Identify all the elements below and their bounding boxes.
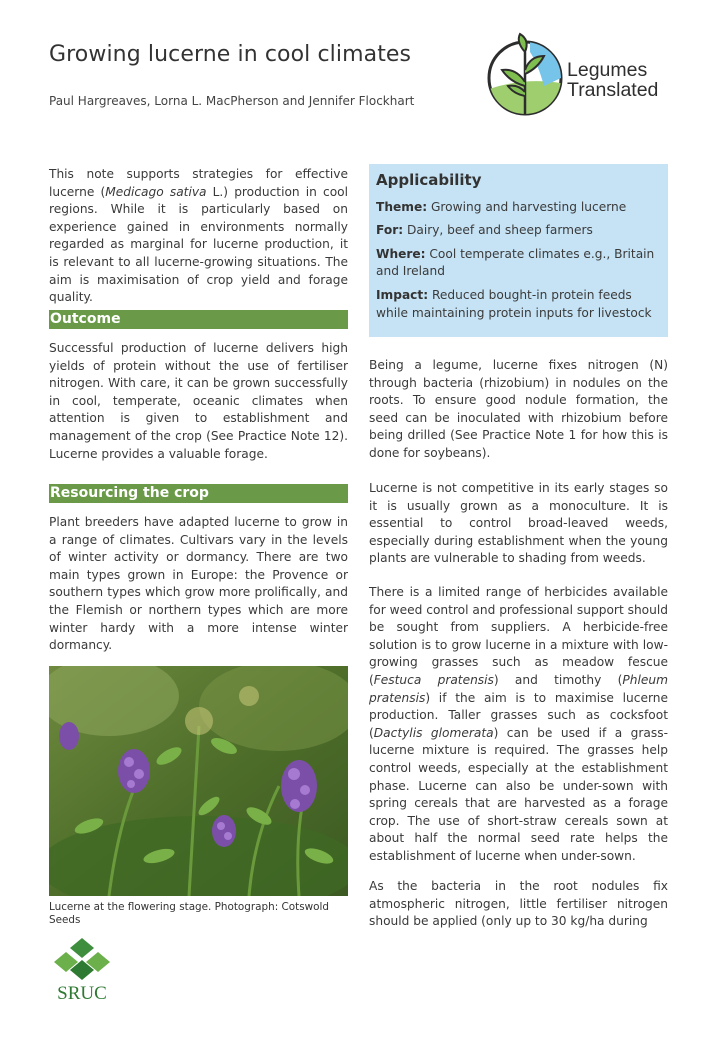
applicability-impact: Impact: Reduced bought-in protein feeds while maintaining protein inputs for livestock: [376, 287, 652, 320]
right-paragraph-2: Lucerne is not competitive in its early stages so it is usually grown as a monoculture. It is essential to control broad-leaved weeds, especially during establishment when the young plants are vulnerable to shading from weeds.: [369, 481, 668, 566]
intro-paragraph: This note supports strategies for effective lucerne (Medicago sativa L.) production in cool regions. While it is particularly based on experience gained in environments normally regarded as marginal for lucerne production, it is relevant to all lucerne-growing situations. The aim is maximisation of crop yield and forage quality.: [49, 167, 348, 305]
applicability-where: Where: Cool temperate climates e.g., Britain and Ireland: [376, 246, 655, 279]
right-paragraph-1: Being a legume, lucerne fixes nitrogen (N) through bacteria (rhizobium) in nodules on the roots. To ensure good nodule formation, the seed can be inoculated with rhizobium before being drilled (See Practice Note 1 for how this is done for soybeans).: [369, 358, 668, 460]
festuca-name: Festuca pratensis: [373, 672, 494, 687]
dactylis-name: Dactylis glomerata: [373, 725, 494, 740]
outcome-text: Successful production of lucerne delivers high yields of protein without the use of fertiliser nitrogen. With care, it can be grown successfully in cool, temperate, oceanic climates when attention is given to establishment and management of the crop (See Practice Note 12). Lucerne provides a valuable forage.: [49, 341, 348, 461]
right-paragraph-3: There is a limited range of herbicides available for weed control and professional support should be sought from suppliers. A herbicide-free solution is to grow lucerne in a mixture with low-growing grasses such as meadow fescue (Festuca pratensis) and timothy (Phleum pratensis) if the aim is to maximise lucerne production. Taller grasses such as cocksfoot (Dactylis glomerata) can be used if a grass-lucerne mixture is required. The grasses help control weeds, especially at the establishment phase. Lucerne can also be under-sown with spring cereals that are harvested as a forage crop. The use of short-straw cereals sown at about half the normal seed rate helps the establishment of lucerne when under-sown.: [369, 585, 668, 863]
applicability-heading: Applicability: [376, 171, 482, 189]
logo-line-legumes: Legumes: [567, 59, 648, 81]
resourcing-heading: Resourcing the crop: [49, 484, 348, 503]
photo-caption: Lucerne at the flowering stage. Photograph: Cotswold Seeds: [49, 901, 329, 926]
resourcing-section: [49, 484, 348, 655]
page-title: Growing lucerne in cool climates: [49, 42, 412, 67]
right-paragraph-4: As the bacteria in the root nodules fix atmospheric nitrogen, little fertiliser nitrogen should be applied (only up to 30 kg/ha during: [369, 879, 668, 929]
resourcing-text: Plant breeders have adapted lucerne to grow in a range of climates. Cultivars vary in the levels of winter activity or dormancy. There are two main types grown in Europe: the Provence or southern types which grow more prolifically, and the Flemish or northern types which are more winter hardy with a more intense winter dormancy.: [49, 515, 348, 653]
legumes-translated-logo: [486, 30, 676, 122]
phleum-name: Phleum pratensis: [369, 672, 668, 705]
legume-sprout-icon: [486, 30, 566, 122]
lucerne-photo: [49, 666, 348, 896]
sruc-logo: [50, 936, 114, 1002]
outcome-section: [49, 310, 348, 463]
outcome-heading: Outcome: [49, 310, 348, 329]
species-name: Medicago sativa: [105, 184, 207, 199]
authors: Paul Hargreaves, Lorna L. MacPherson and Jennifer Flockhart: [49, 94, 415, 108]
sruc-wordmark: SRUC: [57, 983, 107, 1002]
applicability-theme: Theme: Growing and harvesting lucerne: [376, 199, 627, 214]
applicability-for: For: Dairy, beef and sheep farmers: [376, 223, 593, 238]
logo-line-translated: Translated: [567, 79, 659, 101]
applicability-box: [369, 164, 668, 337]
